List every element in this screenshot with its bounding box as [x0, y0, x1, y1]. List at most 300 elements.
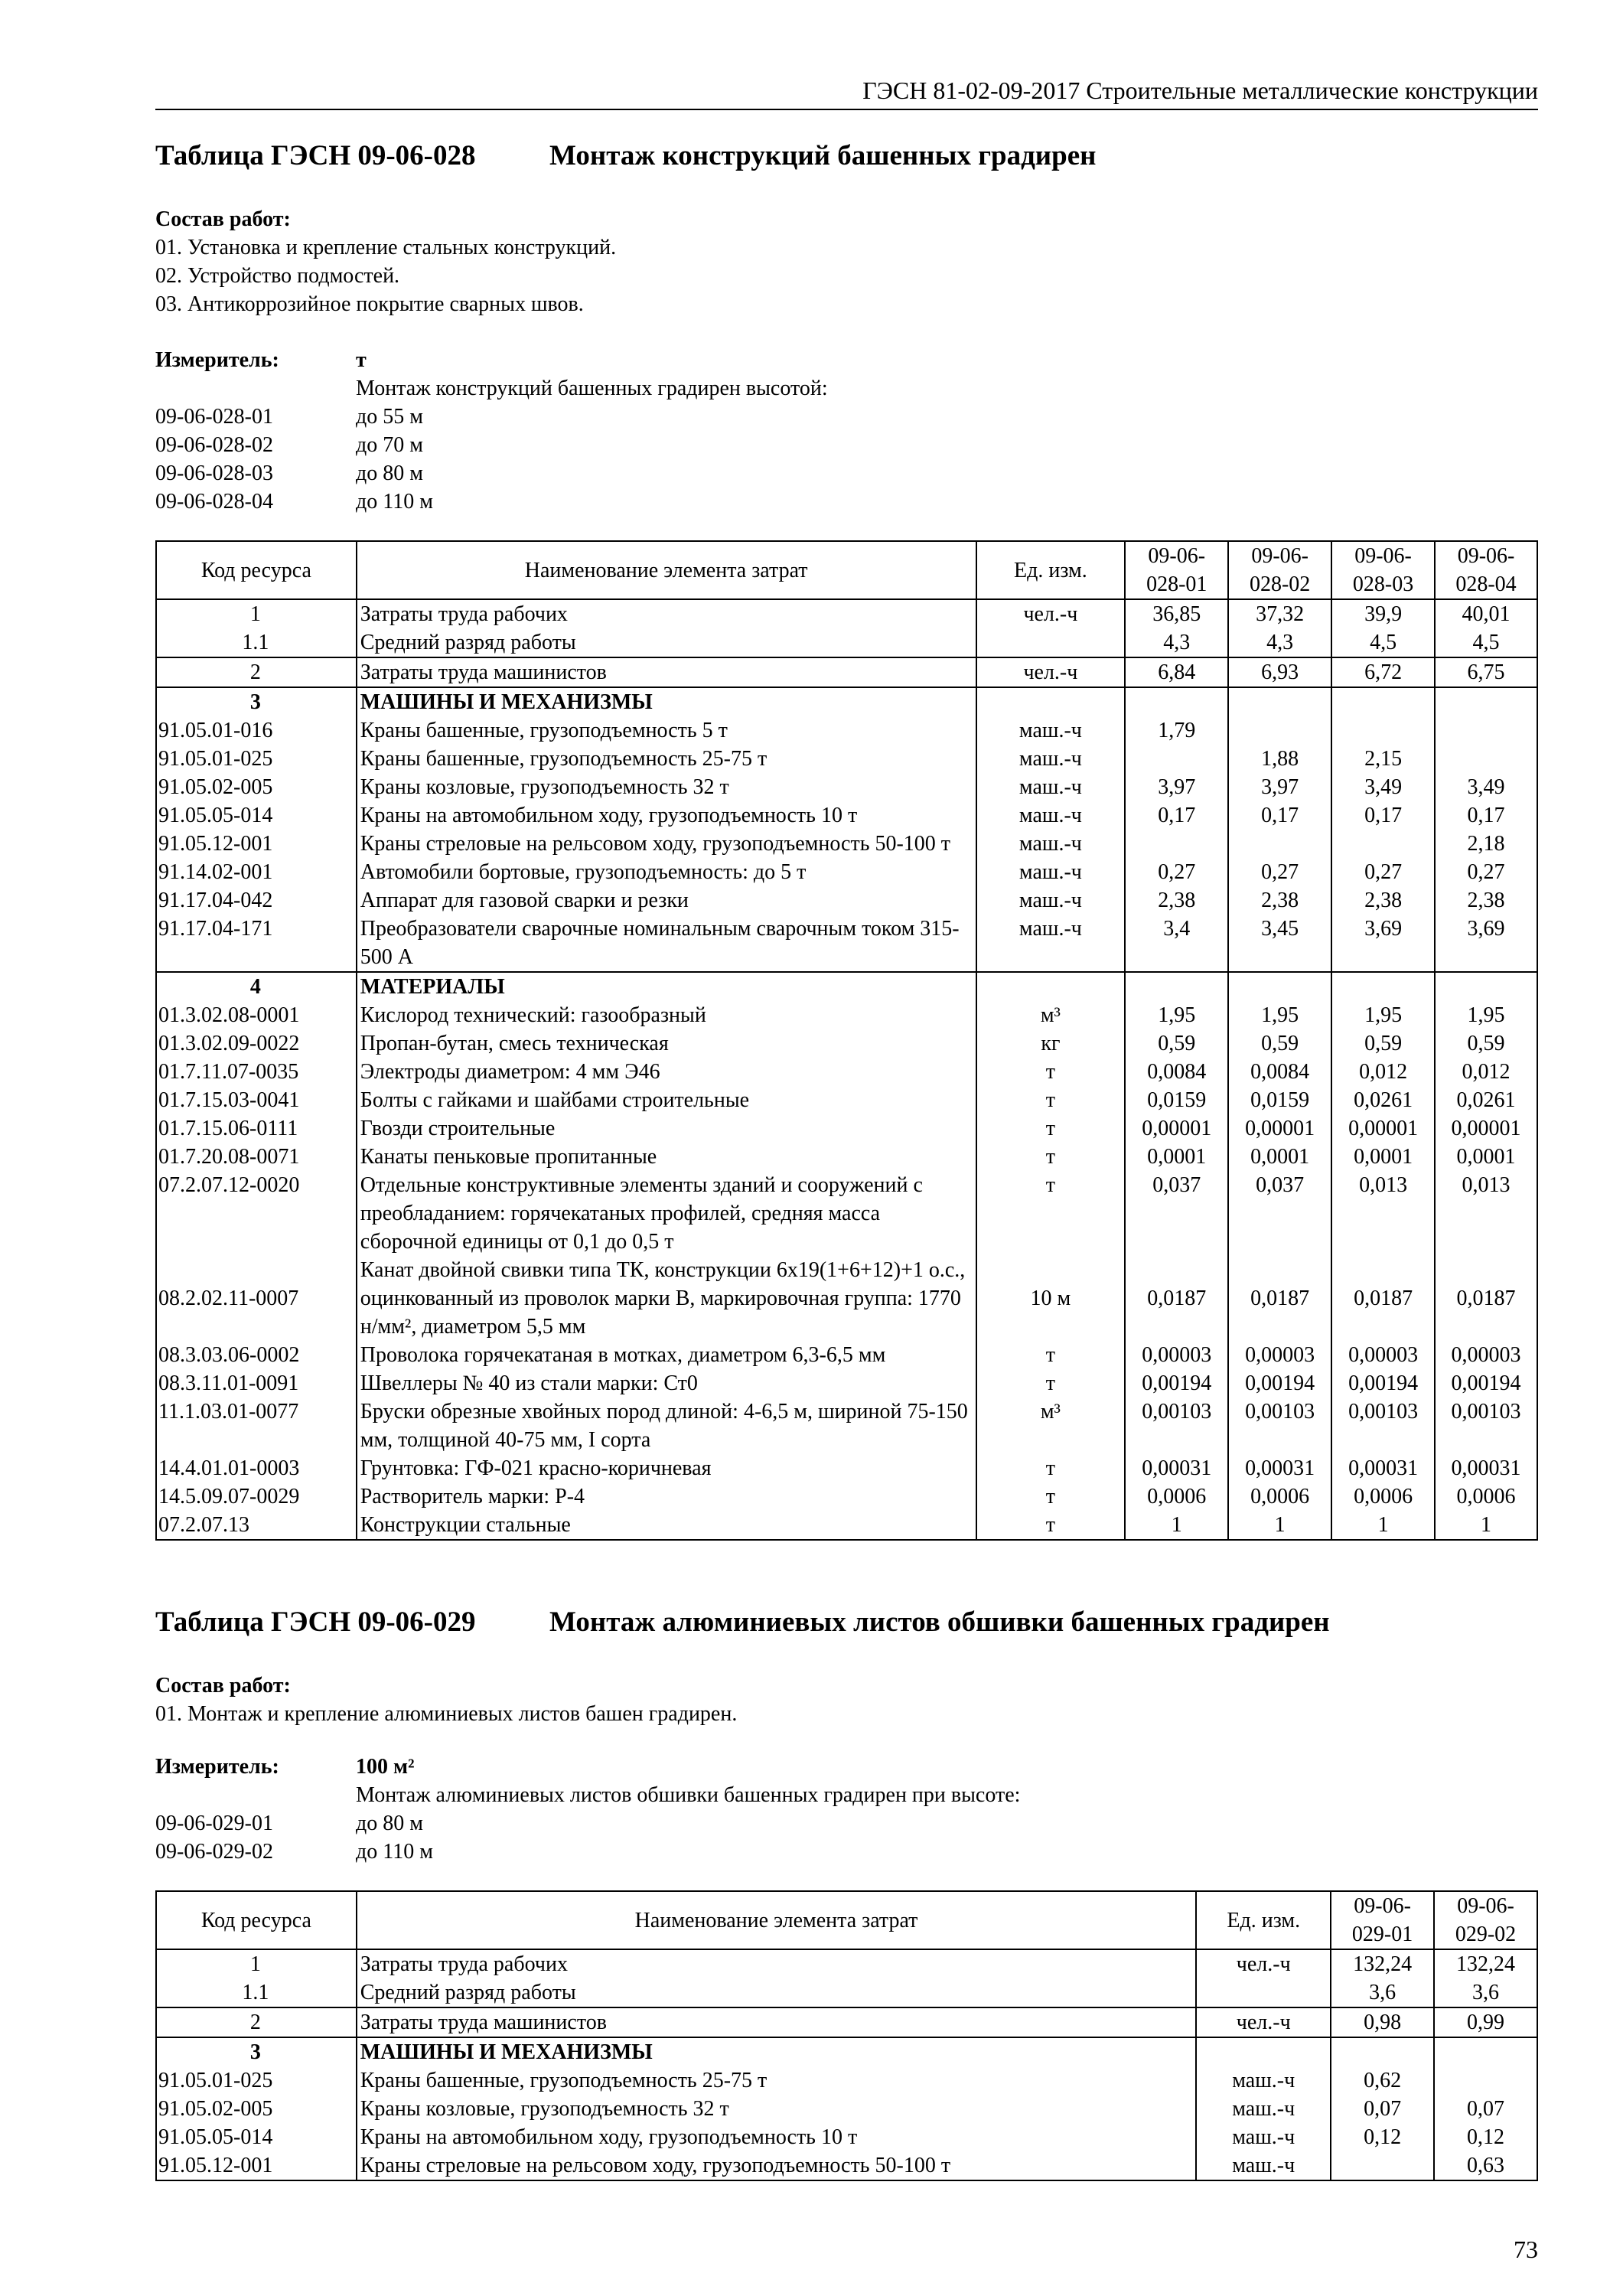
- resource-value: 132,24: [1331, 1949, 1434, 1978]
- resource-code: 01.7.20.08-0071: [156, 1143, 357, 1171]
- resource-value: 6,93: [1228, 657, 1331, 687]
- table-row: [156, 657, 1537, 687]
- resource-code: 3: [156, 687, 357, 716]
- resource-value: 0,0084: [1125, 1058, 1228, 1086]
- resource-name: Краны стреловые на рельсовом ходу, грузоподъемность 50-100 т: [357, 2151, 1197, 2180]
- table1-heading: [155, 139, 1096, 172]
- resource-value: 0,0187: [1125, 1256, 1228, 1341]
- resource-name: Затраты труда машинистов: [357, 657, 976, 687]
- resource-value: 6,75: [1435, 657, 1537, 687]
- resource-value: 0,037: [1228, 1171, 1331, 1256]
- table-row: [156, 2151, 1537, 2180]
- variant-desc: до 55 м: [356, 405, 423, 429]
- resource-value: 0,27: [1125, 858, 1228, 886]
- resource-value: 0,00103: [1228, 1397, 1331, 1454]
- resource-value: 0,0001: [1435, 1143, 1537, 1171]
- resource-code: 91.05.12-001: [156, 830, 357, 858]
- table-row: [156, 1369, 1537, 1397]
- resource-name: МАШИНЫ И МЕХАНИЗМЫ: [357, 687, 976, 716]
- table-row: [156, 1171, 1537, 1256]
- table-row: [156, 1454, 1537, 1482]
- resource-name: Средний разряд работы: [357, 628, 976, 657]
- resource-value: 0,00194: [1435, 1369, 1537, 1397]
- resource-value: 39,9: [1331, 599, 1435, 628]
- resource-value: 0,59: [1125, 1029, 1228, 1058]
- resource-code: 01.7.11.07-0035: [156, 1058, 357, 1086]
- table-row: [156, 2123, 1537, 2151]
- resource-code: 01.7.15.06-0111: [156, 1114, 357, 1143]
- table-row: [156, 1086, 1537, 1114]
- resource-name: Автомобили бортовые, грузоподъемность: до 5 т: [357, 858, 976, 886]
- resource-unit: маш.-ч: [976, 801, 1126, 830]
- resource-code: 91.05.05-014: [156, 2123, 357, 2151]
- resource-code: 08.3.03.06-0002: [156, 1341, 357, 1369]
- variant-desc: до 110 м: [356, 1840, 433, 1864]
- header-variant: 09-06-029-01: [1331, 1891, 1434, 1949]
- resource-code: 91.05.12-001: [156, 2151, 357, 2180]
- header-unit: Ед. изм.: [976, 541, 1126, 599]
- resource-code: 08.3.11.01-0091: [156, 1369, 357, 1397]
- table-row: [156, 599, 1537, 628]
- resource-value: 1: [1125, 1511, 1228, 1540]
- resource-unit: чел.-ч: [976, 657, 1126, 687]
- header-variant: 09-06-028-01: [1125, 541, 1228, 599]
- resource-code: 01.3.02.09-0022: [156, 1029, 357, 1058]
- table-row: [156, 1949, 1537, 1978]
- table-row: [156, 858, 1537, 886]
- resource-value: 3,49: [1435, 773, 1537, 801]
- resource-value: 1,79: [1125, 716, 1228, 745]
- resource-value: 0,98: [1331, 2007, 1434, 2037]
- resource-value: [1125, 687, 1228, 716]
- resource-value: 0,00103: [1125, 1397, 1228, 1454]
- section-row: [156, 687, 1537, 716]
- resource-name: Канаты пеньковые пропитанные: [357, 1143, 976, 1171]
- resource-unit: маш.-ч: [976, 745, 1126, 773]
- resource-value: 0,0187: [1331, 1256, 1435, 1341]
- table2-measure: [155, 1753, 1538, 1866]
- resource-unit: 10 м: [976, 1256, 1126, 1341]
- table-header-row: [156, 541, 1537, 599]
- composition-item: 01. Установка и крепление стальных конструкций.: [155, 236, 617, 259]
- resource-value: 0,00031: [1435, 1454, 1537, 1482]
- table1-title: Монтаж конструкций башенных градирен: [549, 140, 1097, 171]
- resource-value: 1: [1435, 1511, 1537, 1540]
- table-row: [156, 1341, 1537, 1369]
- resource-unit: маш.-ч: [1196, 2095, 1331, 2123]
- resource-code: 07.2.07.13: [156, 1511, 357, 1540]
- resource-code: 11.1.03.01-0077: [156, 1397, 357, 1454]
- resource-unit: т: [976, 1114, 1126, 1143]
- resource-code: 1.1: [156, 628, 357, 657]
- resource-code: 91.05.01-025: [156, 745, 357, 773]
- resource-code: 3: [156, 2037, 357, 2066]
- resource-name: Затраты труда рабочих: [357, 599, 976, 628]
- header-variant: 09-06-028-04: [1435, 541, 1537, 599]
- resource-unit: чел.-ч: [1196, 1949, 1331, 1978]
- resource-value: 2,38: [1435, 886, 1537, 915]
- resource-value: 0,0006: [1125, 1482, 1228, 1511]
- resource-name: Грунтовка: ГФ-021 красно-коричневая: [357, 1454, 976, 1482]
- resource-value: 0,07: [1434, 2095, 1537, 2123]
- resource-unit: т: [976, 1143, 1126, 1171]
- resource-value: 4,3: [1125, 628, 1228, 657]
- header-name: Наименование элемента затрат: [357, 1891, 1197, 1949]
- resource-name: Краны козловые, грузоподъемность 32 т: [357, 2095, 1197, 2123]
- resource-unit: [976, 972, 1126, 1001]
- resource-value: 0,00003: [1125, 1341, 1228, 1369]
- measure-description: Монтаж конструкций башенных градирен высотой:: [356, 377, 828, 400]
- resource-unit: маш.-ч: [976, 886, 1126, 915]
- resource-value: 0,00194: [1228, 1369, 1331, 1397]
- variant-code: 09-06-028-01: [155, 405, 273, 429]
- resource-code: 91.05.02-005: [156, 2095, 357, 2123]
- table-row: [156, 1397, 1537, 1454]
- table-row: [156, 773, 1537, 801]
- resource-code: 07.2.07.12-0020: [156, 1171, 357, 1256]
- header-variant: 09-06-029-02: [1434, 1891, 1537, 1949]
- table2-title: Монтаж алюминиевых листов обшивки башенных градирен: [549, 1606, 1330, 1638]
- resource-code: 01.7.15.03-0041: [156, 1086, 357, 1114]
- resource-code: 91.05.01-025: [156, 2066, 357, 2095]
- resource-value: [1331, 687, 1435, 716]
- resource-code: 1: [156, 599, 357, 628]
- measure-description: Монтаж алюминиевых листов обшивки башенных градирен при высоте:: [356, 1783, 1021, 1807]
- resource-code: 14.5.09.07-0029: [156, 1482, 357, 1511]
- resource-unit: м³: [976, 1397, 1126, 1454]
- resource-unit: м³: [976, 1001, 1126, 1029]
- section-row: [156, 972, 1537, 1001]
- resource-name: Преобразователи сварочные номинальным сварочным током 315-500 А: [357, 915, 976, 972]
- resource-value: 1,95: [1331, 1001, 1435, 1029]
- resource-value: [1228, 716, 1331, 745]
- resource-value: 0,17: [1331, 801, 1435, 830]
- resource-unit: маш.-ч: [976, 915, 1126, 972]
- resource-value: 1: [1331, 1511, 1435, 1540]
- resource-value: 0,27: [1228, 858, 1331, 886]
- resource-unit: т: [976, 1511, 1126, 1540]
- resource-unit: маш.-ч: [976, 858, 1126, 886]
- resource-unit: маш.-ч: [976, 773, 1126, 801]
- resource-value: 2,15: [1331, 745, 1435, 773]
- resource-value: [1435, 687, 1537, 716]
- resource-table-2: [155, 1890, 1538, 2181]
- resource-name: Краны башенные, грузоподъемность 25-75 т: [357, 2066, 1197, 2095]
- resource-value: 36,85: [1125, 599, 1228, 628]
- resource-unit: [1196, 1978, 1331, 2007]
- resource-name: Краны на автомобильном ходу, грузоподъемность 10 т: [357, 2123, 1197, 2151]
- resource-value: [1434, 2037, 1537, 2066]
- resource-value: [1125, 972, 1228, 1001]
- resource-value: 0,013: [1331, 1171, 1435, 1256]
- resource-unit: маш.-ч: [1196, 2123, 1331, 2151]
- resource-name: Пропан-бутан, смесь техническая: [357, 1029, 976, 1058]
- resource-value: 4,5: [1331, 628, 1435, 657]
- resource-value: [1435, 745, 1537, 773]
- resource-unit: т: [976, 1086, 1126, 1114]
- resource-value: 2,38: [1331, 886, 1435, 915]
- header-variant: 09-06-028-02: [1228, 541, 1331, 599]
- resource-value: 0,27: [1331, 858, 1435, 886]
- table-row: [156, 1058, 1537, 1086]
- resource-value: 0,12: [1434, 2123, 1537, 2151]
- resource-name: Краны башенные, грузоподъемность 5 т: [357, 716, 976, 745]
- resource-value: 0,00103: [1331, 1397, 1435, 1454]
- table-row: [156, 2007, 1537, 2037]
- composition-item: 03. Антикоррозийное покрытие сварных швов.: [155, 292, 584, 316]
- resource-value: 0,00003: [1228, 1341, 1331, 1369]
- resource-value: [1125, 745, 1228, 773]
- resource-name: Гвозди строительные: [357, 1114, 976, 1143]
- resource-value: 0,0159: [1228, 1086, 1331, 1114]
- header-variant: 09-06-028-03: [1331, 541, 1435, 599]
- resource-value: 0,0261: [1435, 1086, 1537, 1114]
- table-row: [156, 745, 1537, 773]
- resource-name: Бруски обрезные хвойных пород длиной: 4-6,5 м, шириной 75-150 мм, толщиной 40-75 мм, I сорта: [357, 1397, 976, 1454]
- resource-table-1: [155, 540, 1538, 1541]
- resource-value: 2,38: [1228, 886, 1331, 915]
- resource-value: 0,0159: [1125, 1086, 1228, 1114]
- table1-composition: [155, 205, 616, 318]
- resource-value: 0,00003: [1331, 1341, 1435, 1369]
- variant-code: 09-06-029-02: [155, 1840, 273, 1864]
- resource-name: Краны козловые, грузоподъемность 32 т: [357, 773, 976, 801]
- resource-code: 01.3.02.08-0001: [156, 1001, 357, 1029]
- resource-name: Краны башенные, грузоподъемность 25-75 т: [357, 745, 976, 773]
- variant-desc: до 80 м: [356, 1812, 423, 1835]
- resource-value: 0,63: [1434, 2151, 1537, 2180]
- resource-value: 0,00031: [1125, 1454, 1228, 1482]
- variant-desc: до 110 м: [356, 490, 433, 514]
- resource-value: 0,17: [1435, 801, 1537, 830]
- resource-value: 0,0006: [1435, 1482, 1537, 1511]
- resource-value: 1,95: [1228, 1001, 1331, 1029]
- resource-value: [1228, 687, 1331, 716]
- resource-code: 91.17.04-042: [156, 886, 357, 915]
- resource-unit: маш.-ч: [1196, 2151, 1331, 2180]
- composition-item: 02. Устройство подмостей.: [155, 264, 400, 288]
- resource-value: 0,59: [1331, 1029, 1435, 1058]
- resource-name: Канат двойной свивки типа ТК, конструкции 6х19(1+6+12)+1 о.с., оцинкованный из проволок марки В, маркировочная группа: 1770 н/мм², диаметром 5,5 мм: [357, 1256, 976, 1341]
- header-unit: Ед. изм.: [1196, 1891, 1331, 1949]
- resource-unit: т: [976, 1369, 1126, 1397]
- resource-value: 1,95: [1435, 1001, 1537, 1029]
- composition-label: Состав работ:: [155, 1674, 291, 1698]
- variant-code: 09-06-029-01: [155, 1812, 273, 1835]
- resource-code: 91.17.04-171: [156, 915, 357, 972]
- resource-value: 4,3: [1228, 628, 1331, 657]
- resource-name: Отдельные конструктивные элементы зданий и сооружений с преобладанием: горячекатаных профилей, средняя масса сборочной единицы от 0,1 до 0,5 т: [357, 1171, 976, 1256]
- resource-value: [1435, 716, 1537, 745]
- resource-unit: т: [976, 1454, 1126, 1482]
- resource-value: 0,0001: [1331, 1143, 1435, 1171]
- resource-value: 0,00001: [1125, 1114, 1228, 1143]
- table-row: [156, 886, 1537, 915]
- resource-unit: чел.-ч: [976, 599, 1126, 628]
- measure-unit: 100 м²: [356, 1755, 415, 1779]
- table-row: [156, 628, 1537, 657]
- resource-unit: [976, 628, 1126, 657]
- resource-name: МАШИНЫ И МЕХАНИЗМЫ: [357, 2037, 1197, 2066]
- table-row: [156, 2066, 1537, 2095]
- resource-value: 6,72: [1331, 657, 1435, 687]
- header-name: Наименование элемента затрат: [357, 541, 976, 599]
- resource-value: 0,00001: [1435, 1114, 1537, 1143]
- resource-value: 0,59: [1435, 1029, 1537, 1058]
- variant-desc: до 70 м: [356, 433, 423, 457]
- resource-value: 0,62: [1331, 2066, 1434, 2095]
- table1-code: Таблица ГЭСН 09-06-028: [155, 140, 476, 171]
- resource-value: [1125, 830, 1228, 858]
- resource-unit: т: [976, 1171, 1126, 1256]
- resource-value: 0,27: [1435, 858, 1537, 886]
- resource-code: 91.05.02-005: [156, 773, 357, 801]
- resource-value: 0,99: [1434, 2007, 1537, 2037]
- resource-value: 0,00001: [1331, 1114, 1435, 1143]
- resource-code: 08.2.02.11-0007: [156, 1256, 357, 1341]
- composition-item: 01. Монтаж и крепление алюминиевых листов башен градирен.: [155, 1702, 738, 1726]
- section-row: [156, 2037, 1537, 2066]
- resource-value: 3,97: [1125, 773, 1228, 801]
- variant-code: 09-06-028-04: [155, 490, 273, 514]
- resource-unit: маш.-ч: [1196, 2066, 1331, 2095]
- resource-name: Затраты труда рабочих: [357, 1949, 1197, 1978]
- resource-code: 91.05.01-016: [156, 716, 357, 745]
- resource-value: [1434, 2066, 1537, 2095]
- table1-measure: [155, 346, 1538, 516]
- table2-code: Таблица ГЭСН 09-06-029: [155, 1606, 476, 1638]
- resource-value: 0,17: [1125, 801, 1228, 830]
- resource-value: 1,95: [1125, 1001, 1228, 1029]
- resource-value: 0,17: [1228, 801, 1331, 830]
- resource-code: 2: [156, 657, 357, 687]
- resource-unit: т: [976, 1058, 1126, 1086]
- variant-code: 09-06-028-03: [155, 461, 273, 485]
- resource-name: Аппарат для газовой сварки и резки: [357, 886, 976, 915]
- resource-unit: маш.-ч: [976, 830, 1126, 858]
- resource-value: 1: [1228, 1511, 1331, 1540]
- table-row: [156, 1978, 1537, 2007]
- variant-desc: до 80 м: [356, 461, 423, 485]
- resource-value: 40,01: [1435, 599, 1537, 628]
- table2-composition: [155, 1671, 737, 1728]
- resource-value: 0,0084: [1228, 1058, 1331, 1086]
- measure-label: Измеритель:: [155, 348, 279, 372]
- resource-name: Краны на автомобильном ходу, грузоподъемность 10 т: [357, 801, 976, 830]
- page-number: 73: [1514, 2236, 1538, 2263]
- resource-value: 0,0001: [1125, 1143, 1228, 1171]
- resource-unit: [976, 687, 1126, 716]
- resource-code: 2: [156, 2007, 357, 2037]
- resource-value: 0,0006: [1331, 1482, 1435, 1511]
- resource-code: 91.14.02-001: [156, 858, 357, 886]
- resource-value: 0,012: [1331, 1058, 1435, 1086]
- resource-value: 132,24: [1434, 1949, 1537, 1978]
- resource-code: 4: [156, 972, 357, 1001]
- resource-value: 0,0187: [1435, 1256, 1537, 1341]
- table-header-row: [156, 1891, 1537, 1949]
- header-code: Код ресурса: [156, 1891, 357, 1949]
- resource-value: 0,07: [1331, 2095, 1434, 2123]
- resource-value: 3,6: [1434, 1978, 1537, 2007]
- resource-value: 0,00031: [1331, 1454, 1435, 1482]
- resource-unit: т: [976, 1341, 1126, 1369]
- resource-name: Болты с гайками и шайбами строительные: [357, 1086, 976, 1114]
- resource-value: 3,45: [1228, 915, 1331, 972]
- resource-name: Растворитель марки: Р-4: [357, 1482, 976, 1511]
- resource-value: 3,4: [1125, 915, 1228, 972]
- resource-value: 3,69: [1331, 915, 1435, 972]
- resource-code: 91.05.05-014: [156, 801, 357, 830]
- resource-value: 0,00031: [1228, 1454, 1331, 1482]
- resource-name: МАТЕРИАЛЫ: [357, 972, 976, 1001]
- table-row: [156, 1114, 1537, 1143]
- table-row: [156, 716, 1537, 745]
- resource-value: [1331, 830, 1435, 858]
- resource-value: 0,00001: [1228, 1114, 1331, 1143]
- resource-value: 1,88: [1228, 745, 1331, 773]
- resource-value: 3,97: [1228, 773, 1331, 801]
- resource-name: Затраты труда машинистов: [357, 2007, 1197, 2037]
- resource-value: [1228, 830, 1331, 858]
- resource-value: 2,38: [1125, 886, 1228, 915]
- resource-value: 37,32: [1228, 599, 1331, 628]
- measure-unit: т: [356, 348, 367, 372]
- table-row: [156, 801, 1537, 830]
- resource-value: 0,00194: [1125, 1369, 1228, 1397]
- resource-value: 0,59: [1228, 1029, 1331, 1058]
- variant-code: 09-06-028-02: [155, 433, 273, 457]
- resource-value: 0,0006: [1228, 1482, 1331, 1511]
- resource-value: [1228, 972, 1331, 1001]
- resource-value: [1331, 716, 1435, 745]
- resource-code: 14.4.01.01-0003: [156, 1454, 357, 1482]
- resource-value: 0,00003: [1435, 1341, 1537, 1369]
- resource-value: 0,0187: [1228, 1256, 1331, 1341]
- resource-value: 0,12: [1331, 2123, 1434, 2151]
- resource-name: Проволока горячекатаная в мотках, диаметром 6,3-6,5 мм: [357, 1341, 976, 1369]
- resource-value: 3,6: [1331, 1978, 1434, 2007]
- table-row: [156, 2095, 1537, 2123]
- page-header: ГЭСН 81-02-09-2017 Строительные металлические конструкции: [155, 75, 1538, 110]
- table-row: [156, 1001, 1537, 1029]
- resource-value: 0,013: [1435, 1171, 1537, 1256]
- resource-name: Средний разряд работы: [357, 1978, 1197, 2007]
- measure-label: Измеритель:: [155, 1755, 279, 1779]
- resource-value: 0,012: [1435, 1058, 1537, 1086]
- resource-unit: чел.-ч: [1196, 2007, 1331, 2037]
- resource-name: Электроды диаметром: 4 мм Э46: [357, 1058, 976, 1086]
- composition-label: Состав работ:: [155, 207, 291, 231]
- resource-value: [1331, 972, 1435, 1001]
- resource-unit: т: [976, 1482, 1126, 1511]
- table-row: [156, 1511, 1537, 1540]
- resource-value: 6,84: [1125, 657, 1228, 687]
- table-row: [156, 1029, 1537, 1058]
- table-row: [156, 1482, 1537, 1511]
- resource-name: Кислород технический: газообразный: [357, 1001, 976, 1029]
- resource-value: [1435, 972, 1537, 1001]
- resource-code: 1.1: [156, 1978, 357, 2007]
- resource-value: 0,0001: [1228, 1143, 1331, 1171]
- table2-heading: [155, 1606, 1330, 1639]
- resource-value: [1331, 2037, 1434, 2066]
- resource-unit: кг: [976, 1029, 1126, 1058]
- resource-name: Краны стреловые на рельсовом ходу, грузоподъемность 50-100 т: [357, 830, 976, 858]
- resource-value: 0,037: [1125, 1171, 1228, 1256]
- resource-code: 1: [156, 1949, 357, 1978]
- resource-value: 0,00103: [1435, 1397, 1537, 1454]
